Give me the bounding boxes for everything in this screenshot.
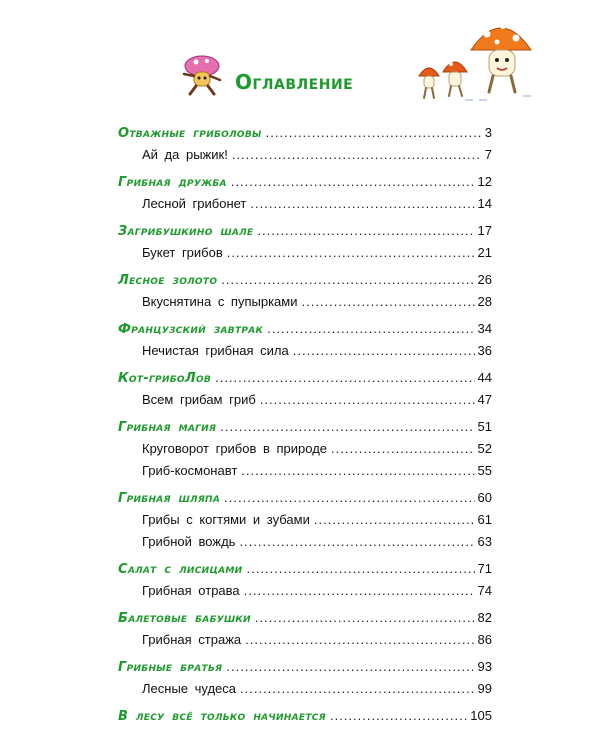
toc-chapter-entry-page-number: 93 — [477, 659, 492, 674]
toc-story-entry[interactable] — [118, 291, 492, 313]
toc-story-entry-page-number: 55 — [477, 463, 492, 478]
toc-story-entry-title: Грибная отрава — [142, 583, 240, 598]
toc-story-entry-title: Букет грибов — [142, 245, 223, 260]
toc-chapter-entry-page-number: 26 — [477, 272, 492, 287]
toc-chapter-entry-title: Грибные братья — [118, 660, 223, 675]
toc-story-entry[interactable] — [118, 144, 492, 166]
toc-story-entry-page-number: 61 — [477, 512, 492, 527]
toc-story-entry-title: Ай да рыжик! — [142, 147, 228, 162]
toc-chapter-entry-page-number: 51 — [477, 419, 492, 434]
toc-chapter-entry-page-number: 34 — [477, 321, 492, 336]
dot-leader — [224, 487, 474, 509]
toc-story-entry[interactable] — [118, 629, 492, 651]
dot-leader — [260, 389, 475, 411]
toc-section — [118, 220, 492, 264]
toc-story-entry[interactable] — [118, 678, 492, 700]
dot-leader — [267, 318, 474, 340]
toc-chapter-entry-title: Лесное золото — [118, 273, 218, 288]
dot-leader — [293, 340, 475, 362]
dot-leader — [226, 656, 474, 678]
toc-story-entry-page-number: 86 — [477, 632, 492, 647]
dot-leader — [244, 580, 475, 602]
toc-chapter-entry-title: В лесу всё только начинается — [118, 709, 326, 724]
dot-leader — [247, 558, 475, 580]
toc-section — [118, 558, 492, 602]
toc-story-entry-title: Лесной грибонет — [142, 196, 247, 211]
dot-leader — [232, 144, 482, 166]
toc-story-entry-page-number: 47 — [477, 392, 492, 407]
toc-chapter-entry-page-number: 105 — [470, 708, 492, 723]
toc-story-entry[interactable] — [118, 438, 492, 460]
dot-leader — [266, 122, 482, 144]
toc-story-entry-title: Грибная стража — [142, 632, 242, 647]
toc-section — [118, 705, 492, 727]
toc-section — [118, 367, 492, 411]
toc-chapter-entry-title: Загрибушкино шале — [118, 224, 254, 239]
dot-leader — [330, 705, 467, 727]
toc-chapter-entry[interactable] — [118, 705, 492, 727]
toc-story-entry[interactable] — [118, 340, 492, 362]
toc-section — [118, 269, 492, 313]
toc-chapter-entry[interactable] — [118, 487, 492, 509]
toc-chapter-entry-page-number: 82 — [477, 610, 492, 625]
toc-story-entry-page-number: 99 — [477, 681, 492, 696]
toc-story-entry-title: Гриб-космонавт — [142, 463, 238, 478]
toc-story-entry-title: Всем грибам гриб — [142, 392, 256, 407]
toc-chapter-entry-title: Грибная магия — [118, 420, 217, 435]
toc-chapter-entry-title: Балетовые бабушки — [118, 611, 251, 626]
toc-story-entry-title: Круговорот грибов в природе — [142, 441, 328, 456]
toc-section — [118, 171, 492, 215]
toc-chapter-entry-title: Грибная шляпа — [118, 491, 221, 506]
toc-chapter-entry[interactable] — [118, 558, 492, 580]
dot-leader — [250, 193, 474, 215]
dot-leader — [314, 509, 475, 531]
dot-leader — [331, 438, 474, 460]
toc-section — [118, 487, 492, 553]
toc-chapter-entry-page-number: 44 — [477, 370, 492, 385]
toc-chapter-entry-title: Салат с лисицами — [118, 562, 243, 577]
toc-chapter-entry-title: Грибная дружба — [118, 175, 227, 190]
toc-story-entry[interactable] — [118, 193, 492, 215]
page-title: Оглавление — [235, 70, 354, 94]
toc-story-entry-title: Грибной вождь — [142, 534, 236, 549]
toc-story-entry[interactable] — [118, 580, 492, 602]
toc-story-entry-page-number: 52 — [477, 441, 492, 456]
dot-leader — [245, 629, 474, 651]
toc-story-entry-page-number: 28 — [477, 294, 492, 309]
dot-leader — [239, 531, 474, 553]
toc-chapter-entry[interactable] — [118, 122, 492, 144]
mushroom-runner-illustration — [172, 50, 232, 100]
table-of-contents — [118, 122, 492, 727]
toc-section — [118, 607, 492, 651]
toc-story-entry-title: Вкуснятина с пупырками — [142, 294, 298, 309]
toc-chapter-entry[interactable] — [118, 656, 492, 678]
dot-leader — [227, 242, 475, 264]
toc-section — [118, 318, 492, 362]
toc-story-entry[interactable] — [118, 531, 492, 553]
toc-chapter-entry-page-number: 60 — [477, 490, 492, 505]
toc-chapter-entry-page-number: 71 — [477, 561, 492, 576]
mushroom-group-illustration — [405, 12, 535, 104]
toc-chapter-entry-page-number: 12 — [477, 174, 492, 189]
toc-story-entry[interactable] — [118, 509, 492, 531]
toc-story-entry[interactable] — [118, 242, 492, 264]
toc-story-entry[interactable] — [118, 460, 492, 482]
dot-leader — [240, 678, 475, 700]
toc-chapter-entry[interactable] — [118, 318, 492, 340]
toc-chapter-entry-page-number: 17 — [477, 223, 492, 238]
toc-chapter-entry[interactable] — [118, 269, 492, 291]
toc-chapter-entry[interactable] — [118, 416, 492, 438]
toc-story-entry-title: Лесные чудеса — [142, 681, 237, 696]
toc-story-entry-page-number: 21 — [477, 245, 492, 260]
toc-chapter-entry[interactable] — [118, 171, 492, 193]
toc-story-entry-page-number: 74 — [477, 583, 492, 598]
toc-chapter-entry[interactable] — [118, 220, 492, 242]
toc-story-entry-title: Грибы с когтями и зубами — [142, 512, 310, 527]
dot-leader — [301, 291, 474, 313]
toc-section — [118, 122, 492, 166]
toc-chapter-entry-title: Кот-грибоЛов — [118, 371, 212, 386]
toc-story-entry-title: Нечистая грибная сила — [142, 343, 289, 358]
dot-leader — [221, 269, 474, 291]
toc-chapter-entry[interactable] — [118, 607, 492, 629]
toc-chapter-entry-page-number: 3 — [484, 125, 492, 140]
toc-story-entry-page-number: 36 — [477, 343, 492, 358]
dot-leader — [241, 460, 474, 482]
toc-chapter-entry-title: Французский завтрак — [118, 322, 264, 337]
dot-leader — [231, 171, 475, 193]
toc-chapter-entry-title: Отважные гриболовы — [118, 126, 262, 141]
toc-story-entry-page-number: 63 — [477, 534, 492, 549]
dot-leader — [255, 607, 475, 629]
toc-story-entry-page-number: 14 — [477, 196, 492, 211]
toc-story-entry[interactable] — [118, 389, 492, 411]
toc-section — [118, 416, 492, 482]
dot-leader — [220, 416, 474, 438]
dot-leader — [215, 367, 474, 389]
toc-chapter-entry[interactable] — [118, 367, 492, 389]
dot-leader — [257, 220, 474, 242]
toc-section — [118, 656, 492, 700]
toc-story-entry-page-number: 7 — [484, 147, 492, 162]
